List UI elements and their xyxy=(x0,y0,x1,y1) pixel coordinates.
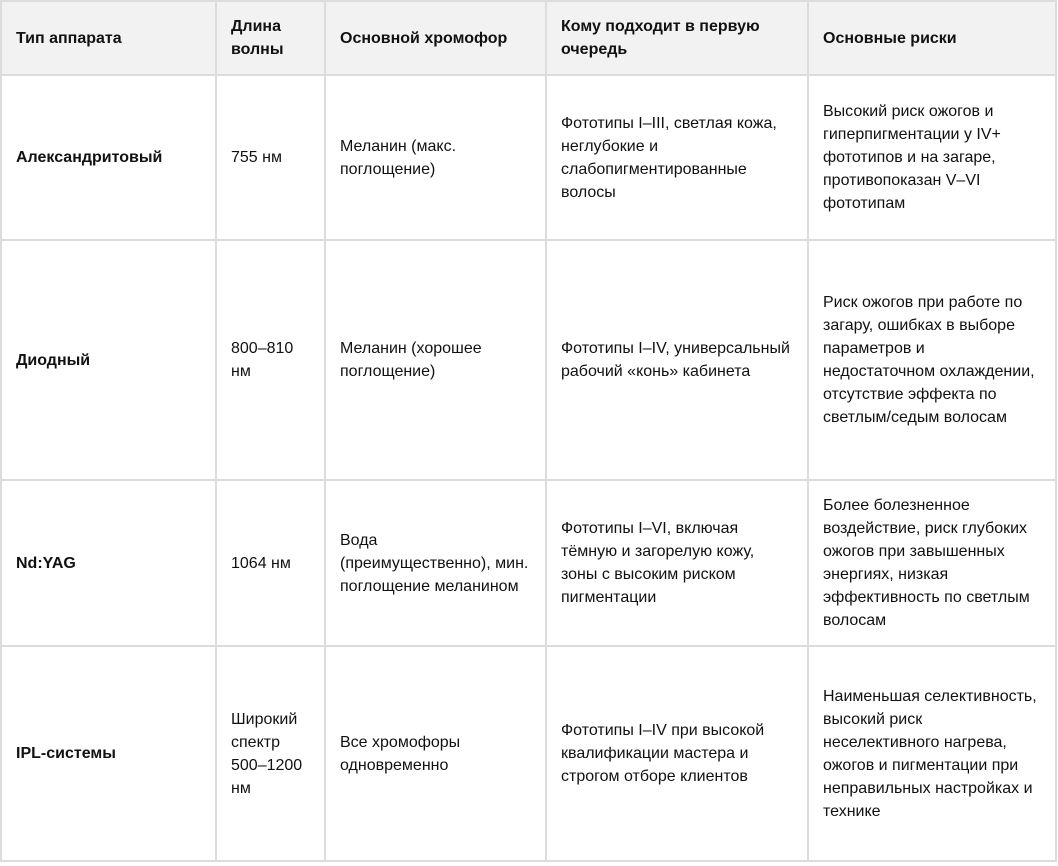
cell-chromophore: Вода (преимущественно), мин. поглощение меланином xyxy=(325,480,546,646)
cell-risks: Наименьшая селективность, высокий риск неселективного нагрева, ожогов и пигментации при неправильных настройках и технике xyxy=(808,646,1056,861)
header-risks: Основные риски xyxy=(808,1,1056,75)
cell-suitable-for: Фототипы I–III, светлая кожа, неглубокие и слабопигментированные волосы xyxy=(546,75,808,240)
cell-wavelength: 1064 нм xyxy=(216,480,325,646)
cell-device-type: IPL-системы xyxy=(1,646,216,861)
cell-wavelength: 800–810 нм xyxy=(216,240,325,480)
table-row xyxy=(1,240,1056,480)
cell-chromophore: Все хромофоры одновременно xyxy=(325,646,546,861)
cell-risks: Более болезненное воздействие, риск глубоких ожогов при завышенных энергиях, низкая эффективность по светлым волосам xyxy=(808,480,1056,646)
cell-device-type: Александритовый xyxy=(1,75,216,240)
cell-device-type: Nd:YAG xyxy=(1,480,216,646)
cell-wavelength: 755 нм xyxy=(216,75,325,240)
table-row xyxy=(1,480,1056,646)
cell-suitable-for: Фототипы I–IV, универсальный рабочий «конь» кабинета xyxy=(546,240,808,480)
cell-risks: Высокий риск ожогов и гиперпигментации у IV+ фототипов и на загаре, противопоказан V–VI фототипам xyxy=(808,75,1056,240)
cell-risks: Риск ожогов при работе по загару, ошибках в выборе параметров и недостаточном охлаждении, отсутствие эффекта по светлым/седым волосам xyxy=(808,240,1056,480)
cell-chromophore: Меланин (хорошее поглощение) xyxy=(325,240,546,480)
header-row xyxy=(1,1,1056,75)
header-suitable-for: Кому подходит в первую очередь xyxy=(546,1,808,75)
table-row xyxy=(1,646,1056,861)
header-wavelength: Длина волны xyxy=(216,1,325,75)
header-chromophore: Основной хромофор xyxy=(325,1,546,75)
header-device-type: Тип аппарата xyxy=(1,1,216,75)
cell-suitable-for: Фототипы I–IV при высокой квалификации мастера и строгом отборе клиентов xyxy=(546,646,808,861)
table-row xyxy=(1,75,1056,240)
cell-wavelength: Широкий спектр 500–1200 нм xyxy=(216,646,325,861)
cell-device-type: Диодный xyxy=(1,240,216,480)
cell-chromophore: Меланин (макс. поглощение) xyxy=(325,75,546,240)
cell-suitable-for: Фототипы I–VI, включая тёмную и загорелую кожу, зоны с высоким риском пигментации xyxy=(546,480,808,646)
